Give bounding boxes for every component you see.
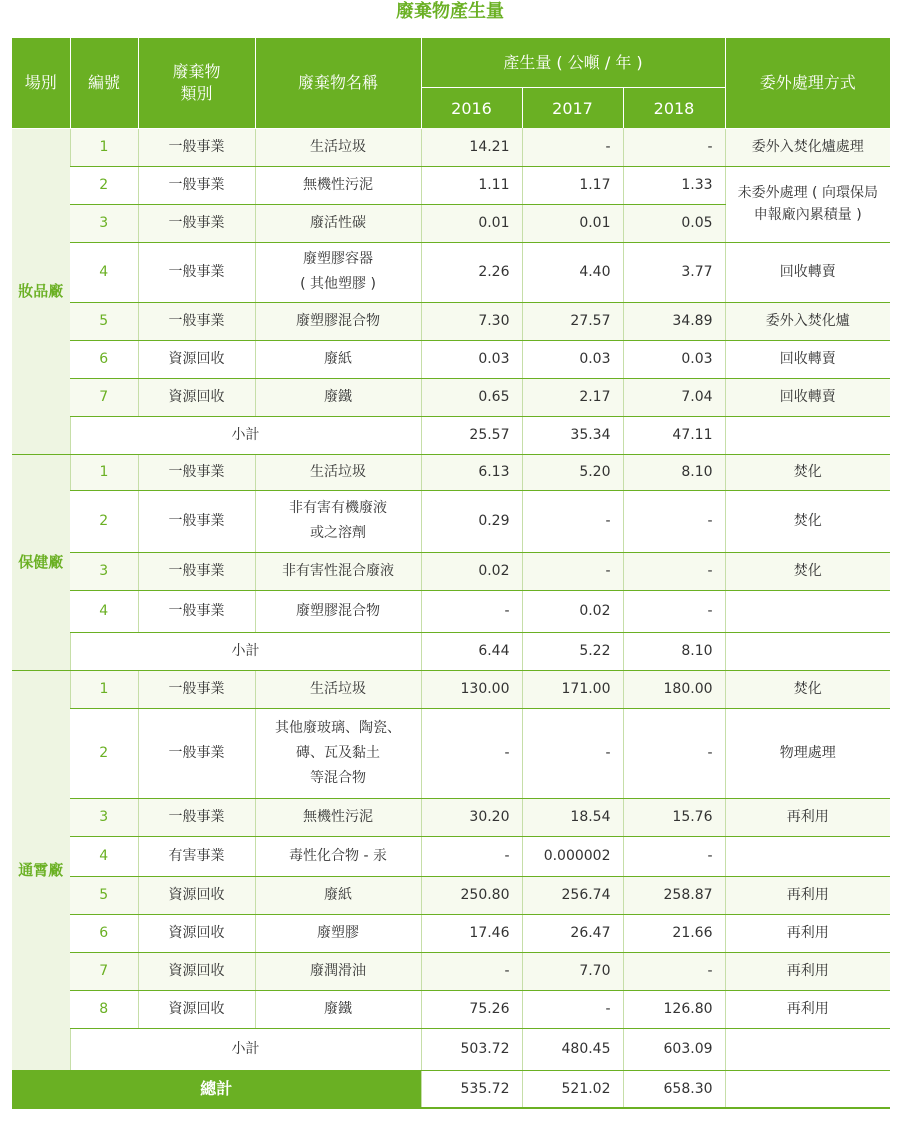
table-row	[12, 378, 890, 416]
grand-total-row	[12, 1070, 890, 1108]
value-2016: 0.03	[421, 340, 522, 378]
waste-category: 資源回收	[138, 990, 255, 1028]
row-number: 5	[70, 302, 138, 340]
value-2017: 171.00	[522, 670, 623, 708]
waste-name-line: 或之溶劑	[310, 525, 366, 541]
subtotal-method	[725, 1028, 890, 1070]
table-row	[12, 242, 890, 302]
value-2016: 0.02	[421, 552, 522, 590]
header-category	[138, 38, 255, 128]
value-2016: 0.29	[421, 490, 522, 552]
row-number: 3	[70, 798, 138, 836]
waste-name	[255, 798, 421, 836]
waste-category: 資源回收	[138, 914, 255, 952]
value-2017: 27.57	[522, 302, 623, 340]
table-row	[12, 876, 890, 914]
value-2018: 8.10	[623, 454, 725, 490]
value-2017: 18.54	[522, 798, 623, 836]
total-2016: 535.72	[421, 1070, 522, 1108]
waste-name-line: 其他廢玻璃、陶瓷、	[275, 719, 401, 736]
table-row	[12, 490, 890, 552]
waste-name-line: 廢鐵	[324, 388, 352, 405]
value-2017: -	[522, 708, 623, 798]
value-2017: 4.40	[522, 242, 623, 302]
waste-category: 資源回收	[138, 340, 255, 378]
row-number: 5	[70, 876, 138, 914]
row-number: 1	[70, 670, 138, 708]
value-2018: 258.87	[623, 876, 725, 914]
table-row	[12, 670, 890, 708]
value-2018: 1.33	[623, 166, 725, 204]
value-2018: -	[623, 836, 725, 876]
value-2017: 0.000002	[522, 836, 623, 876]
row-number: 4	[70, 242, 138, 302]
waste-category: 一般事業	[138, 128, 255, 166]
waste-category: 資源回收	[138, 876, 255, 914]
value-2016: 75.26	[421, 990, 522, 1028]
subtotal-method	[725, 632, 890, 670]
waste-name-line: 無機性污泥	[303, 176, 373, 193]
waste-name-line: 廢潤滑油	[310, 962, 366, 979]
waste-name-line: 廢紙	[324, 886, 352, 903]
header-year-2017: 2017	[522, 88, 623, 129]
subtotal-label: 小計	[70, 416, 421, 454]
waste-name	[255, 708, 421, 798]
row-number: 7	[70, 952, 138, 990]
waste-category: 資源回收	[138, 378, 255, 416]
waste-name	[255, 128, 421, 166]
header-name: 廢棄物名稱	[255, 38, 421, 128]
treatment-method: 焚化	[725, 670, 890, 708]
value-2018: 180.00	[623, 670, 725, 708]
table-row	[12, 340, 890, 378]
row-number: 1	[70, 128, 138, 166]
waste-category: 一般事業	[138, 454, 255, 490]
waste-category: 資源回收	[138, 952, 255, 990]
value-2017: 2.17	[522, 378, 623, 416]
treatment-method	[725, 590, 890, 632]
treatment-method: 再利用	[725, 952, 890, 990]
header-no: 編號	[70, 38, 138, 128]
waste-category: 一般事業	[138, 242, 255, 302]
value-2016: 1.11	[421, 166, 522, 204]
table-row	[12, 552, 890, 590]
waste-category: 一般事業	[138, 590, 255, 632]
value-2016: -	[421, 836, 522, 876]
table-row	[12, 836, 890, 876]
row-number: 3	[70, 204, 138, 242]
waste-table	[12, 38, 890, 1109]
waste-name	[255, 990, 421, 1028]
header-site: 場別	[12, 38, 70, 128]
waste-name-line: 廢塑膠容器	[303, 251, 373, 267]
value-2017: -	[522, 128, 623, 166]
waste-category: 一般事業	[138, 708, 255, 798]
value-2017: -	[522, 990, 623, 1028]
treatment-method: 回收轉賣	[725, 340, 890, 378]
row-number: 3	[70, 552, 138, 590]
subtotal-2018: 8.10	[623, 632, 725, 670]
treatment-method: 焚化	[725, 454, 890, 490]
value-2017: 0.01	[522, 204, 623, 242]
value-2018: -	[623, 490, 725, 552]
treatment-method: 再利用	[725, 798, 890, 836]
site-name: 通霄廠	[12, 670, 70, 1070]
waste-category: 一般事業	[138, 552, 255, 590]
table-row	[12, 952, 890, 990]
table-row	[12, 454, 890, 490]
value-2018: -	[623, 952, 725, 990]
table-row	[12, 590, 890, 632]
value-2018: 15.76	[623, 798, 725, 836]
treatment-method: 委外入焚化爐	[725, 302, 890, 340]
value-2016: 14.21	[421, 128, 522, 166]
value-2017: 0.03	[522, 340, 623, 378]
value-2018: -	[623, 552, 725, 590]
waste-name-line: 生活垃圾	[310, 138, 366, 155]
value-2016: 7.30	[421, 302, 522, 340]
waste-name-line: 無機性污泥	[303, 808, 373, 825]
waste-name-line: 廢塑膠混合物	[296, 312, 380, 329]
waste-name	[255, 340, 421, 378]
header-method: 委外處理方式	[725, 38, 890, 128]
value-2016: 17.46	[421, 914, 522, 952]
row-number: 2	[70, 708, 138, 798]
value-2017: 0.02	[522, 590, 623, 632]
row-number: 8	[70, 990, 138, 1028]
table-row	[12, 302, 890, 340]
waste-name-line: 毒性化合物 - 汞	[289, 847, 387, 864]
subtotal-label: 小計	[70, 1028, 421, 1070]
header-category-text: 廢棄物類別	[172, 61, 221, 103]
waste-name	[255, 670, 421, 708]
table-row	[12, 128, 890, 166]
site-name: 妝品廠	[12, 128, 70, 454]
value-2016: 130.00	[421, 670, 522, 708]
row-number: 7	[70, 378, 138, 416]
subtotal-row	[12, 416, 890, 454]
waste-name	[255, 914, 421, 952]
waste-name-line: 廢紙	[324, 350, 352, 367]
waste-name	[255, 490, 421, 552]
table-row	[12, 914, 890, 952]
value-2018: 126.80	[623, 990, 725, 1028]
waste-name-line: 廢鐵	[324, 1000, 352, 1017]
value-2016: 0.65	[421, 378, 522, 416]
value-2018: 0.05	[623, 204, 725, 242]
waste-name-line: 廢塑膠混合物	[296, 602, 380, 619]
treatment-method: 回收轉賣	[725, 378, 890, 416]
value-2017: 5.20	[522, 454, 623, 490]
value-2018: 21.66	[623, 914, 725, 952]
header-year-2018: 2018	[623, 88, 725, 129]
value-2017: -	[522, 552, 623, 590]
subtotal-2018: 47.11	[623, 416, 725, 454]
waste-name-line: 廢塑膠	[317, 924, 359, 941]
subtotal-2016: 25.57	[421, 416, 522, 454]
subtotal-label: 小計	[70, 632, 421, 670]
subtotal-method	[725, 416, 890, 454]
waste-name-line: 非有害有機廢液	[289, 500, 387, 516]
waste-name	[255, 242, 421, 302]
value-2018: -	[623, 128, 725, 166]
waste-name	[255, 302, 421, 340]
row-number: 4	[70, 836, 138, 876]
row-number: 1	[70, 454, 138, 490]
value-2018: 34.89	[623, 302, 725, 340]
value-2016: 0.01	[421, 204, 522, 242]
waste-name	[255, 378, 421, 416]
treatment-method: 未委外處理 ( 向環保局申報廠內累積量 )	[725, 166, 890, 242]
value-2016: -	[421, 952, 522, 990]
treatment-method: 物理處理	[725, 708, 890, 798]
header-year-2016: 2016	[421, 88, 522, 129]
row-number: 6	[70, 914, 138, 952]
waste-name-line: 磚、瓦及黏土	[296, 744, 380, 761]
waste-category: 一般事業	[138, 204, 255, 242]
total-method	[725, 1070, 890, 1108]
subtotal-row	[12, 1028, 890, 1070]
table-row	[12, 798, 890, 836]
value-2016: 6.13	[421, 454, 522, 490]
value-2017: 256.74	[522, 876, 623, 914]
waste-name-line: 非有害性混合廢液	[282, 562, 394, 579]
waste-category: 一般事業	[138, 302, 255, 340]
table-row	[12, 708, 890, 798]
table-row	[12, 166, 890, 204]
waste-name-line: 生活垃圾	[310, 463, 366, 480]
subtotal-2017: 5.22	[522, 632, 623, 670]
subtotal-2017: 480.45	[522, 1028, 623, 1070]
value-2016: 30.20	[421, 798, 522, 836]
waste-name-line: 廢活性碳	[310, 214, 366, 231]
treatment-method: 焚化	[725, 552, 890, 590]
treatment-method	[725, 836, 890, 876]
total-2018: 658.30	[623, 1070, 725, 1108]
waste-name-line: 生活垃圾	[310, 680, 366, 697]
value-2017: 1.17	[522, 166, 623, 204]
row-number: 2	[70, 490, 138, 552]
row-number: 4	[70, 590, 138, 632]
waste-category: 一般事業	[138, 670, 255, 708]
row-number: 6	[70, 340, 138, 378]
treatment-method: 再利用	[725, 876, 890, 914]
site-name: 保健廠	[12, 454, 70, 670]
waste-category: 一般事業	[138, 798, 255, 836]
subtotal-2016: 503.72	[421, 1028, 522, 1070]
subtotal-2016: 6.44	[421, 632, 522, 670]
subtotal-2018: 603.09	[623, 1028, 725, 1070]
treatment-method: 再利用	[725, 914, 890, 952]
value-2016: -	[421, 708, 522, 798]
row-number: 2	[70, 166, 138, 204]
treatment-method: 再利用	[725, 990, 890, 1028]
subtotal-2017: 35.34	[522, 416, 623, 454]
treatment-method: 焚化	[725, 490, 890, 552]
waste-name	[255, 204, 421, 242]
page-title: 廢棄物產生量	[396, 1, 504, 22]
value-2018: 3.77	[623, 242, 725, 302]
value-2017: 7.70	[522, 952, 623, 990]
value-2018: -	[623, 708, 725, 798]
value-2018: -	[623, 590, 725, 632]
waste-category: 有害事業	[138, 836, 255, 876]
value-2018: 7.04	[623, 378, 725, 416]
treatment-method: 委外入焚化爐處理	[725, 128, 890, 166]
waste-name-line: ( 其他塑膠 )	[300, 276, 376, 292]
waste-name	[255, 952, 421, 990]
value-2016: -	[421, 590, 522, 632]
waste-name	[255, 590, 421, 632]
waste-category: 一般事業	[138, 490, 255, 552]
value-2016: 2.26	[421, 242, 522, 302]
value-2018: 0.03	[623, 340, 725, 378]
waste-name	[255, 166, 421, 204]
grand-total-label: 總計	[12, 1070, 421, 1108]
waste-name	[255, 836, 421, 876]
table-row	[12, 990, 890, 1028]
header-amount: 產生量 ( 公噸 / 年 )	[421, 38, 725, 88]
waste-name-line: 等混合物	[310, 769, 366, 786]
value-2016: 250.80	[421, 876, 522, 914]
waste-category: 一般事業	[138, 166, 255, 204]
waste-name	[255, 876, 421, 914]
waste-name	[255, 552, 421, 590]
waste-name	[255, 454, 421, 490]
total-2017: 521.02	[522, 1070, 623, 1108]
subtotal-row	[12, 632, 890, 670]
value-2017: -	[522, 490, 623, 552]
value-2017: 26.47	[522, 914, 623, 952]
treatment-method: 回收轉賣	[725, 242, 890, 302]
